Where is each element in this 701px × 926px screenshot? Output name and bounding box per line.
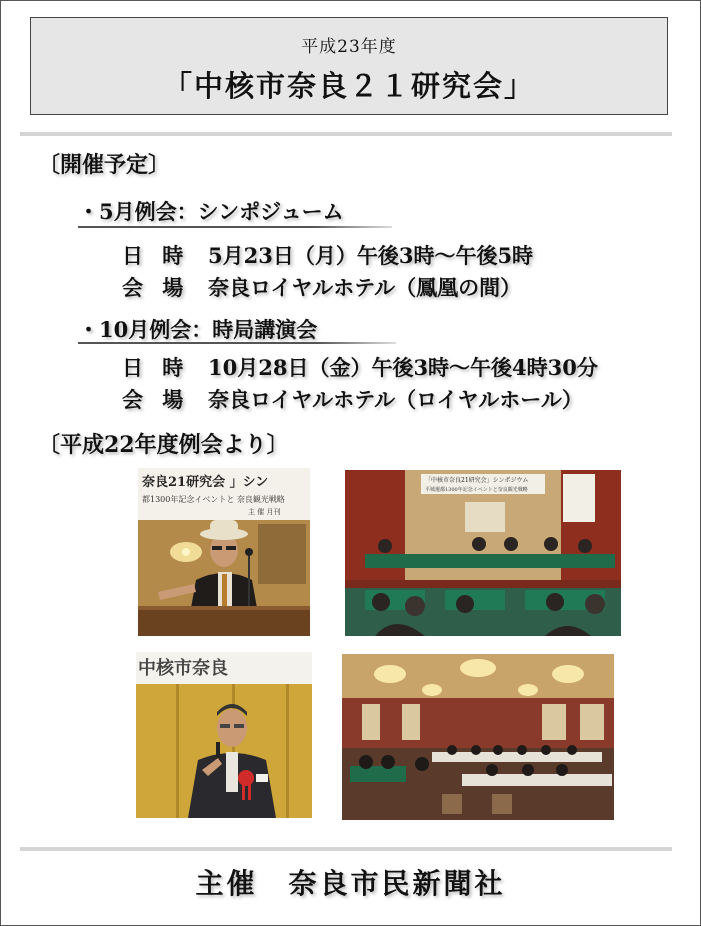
- date-label: 日 時: [122, 355, 190, 380]
- sign-text-1: 奈良21研究会 」シン: [142, 475, 269, 490]
- bottom-divider: [20, 847, 672, 851]
- sign-text-2: 都1300年記念イベントと 奈良観光戦略: [142, 495, 285, 504]
- title-box: [30, 17, 668, 115]
- past-meetings-label: 〔平成22年度例会より〕: [38, 432, 289, 458]
- event-october-underline: [78, 342, 396, 344]
- venue-value: 奈良ロイヤルホテル（鳳凰の間）: [208, 275, 522, 300]
- event-may-venue: [122, 272, 521, 302]
- venue-label: 会 場: [122, 387, 190, 412]
- top-divider: [20, 132, 672, 136]
- page-title: 「中核市奈良２１研究会」: [162, 69, 535, 103]
- sign-text-3: 主 催 月刊: [248, 508, 281, 516]
- event-october-venue: [122, 384, 583, 414]
- organizer-footer: 主催 奈良市民新聞社: [195, 867, 506, 900]
- venue-value: 奈良ロイヤルホテル（ロイヤルホール）: [208, 387, 583, 412]
- photo-symposium-panel: [345, 470, 621, 636]
- photo-speaker-microphone: [136, 652, 312, 818]
- event-may-underline: [78, 226, 392, 228]
- sign-text: 中核市奈良: [138, 658, 228, 679]
- photo-banquet-hall: [342, 654, 614, 820]
- venue-label: 会 場: [122, 275, 190, 300]
- date-value: 10月28日（金）午後3時～午後4時30分: [208, 355, 598, 380]
- date-label: 日 時: [122, 243, 190, 268]
- date-value: 5月23日（月）午後3時～午後5時: [208, 243, 534, 268]
- event-may-date: [122, 240, 533, 270]
- event-may-title: ・5月例会：シンポジューム: [78, 199, 344, 224]
- schedule-label: 〔開催予定〕: [38, 152, 171, 178]
- photo-speaker-podium: [138, 468, 310, 636]
- fiscal-year-subtitle: 平成23年度: [301, 37, 397, 57]
- event-october-title: ・10月例会：時局講演会: [78, 317, 318, 342]
- event-october-date: [122, 352, 598, 382]
- banner-text-1: 「中核市奈良21研究会」シンポジウム: [425, 477, 529, 484]
- banner-text-2: 平城遷都1300年記念イベントと奈良観光戦略: [425, 487, 528, 493]
